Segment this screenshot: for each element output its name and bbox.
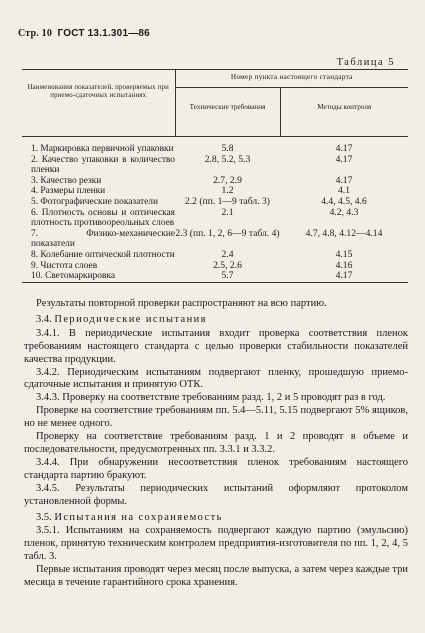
row-name: 2. Качество упаковки в количество пленки [31,154,175,176]
row-requirements: 5.8 [221,143,234,154]
table-row [22,176,408,187]
column-header-methods: Методы контроля [280,88,408,137]
table-row [22,250,408,261]
row-name: 6. Плотность основы и оптическая плотность противоореольных слоев [31,207,175,229]
section-title: Испытания на сохраняемость [54,511,223,523]
row-name: 1. Маркировка первичной упаковки [31,144,174,154]
paragraph: 3.4.2. Периодическим испытаниям подвергают пленку, прошедшую приемо-сдаточные испытания и принятую ОТК. [24,366,408,391]
table-row [22,155,408,176]
row-requirements: 2.3 (пп. 1, 2, 6—9 табл. 4) [175,227,280,239]
section-number: 3.5. [36,511,52,523]
table-row [22,144,408,155]
row-name: 9. Чистота слоев [31,260,98,271]
row-requirements: 2.1 [221,206,234,218]
row-methods: 4.17 [335,174,353,186]
row-name: 4. Размеры пленки [31,186,106,197]
section-number: 3.4. [36,313,52,325]
body-text [24,298,408,590]
row-requirements: 1.2 [221,185,234,197]
table-5 [22,69,408,283]
row-methods: 4.15 [335,248,353,260]
column-header-requirements: Технические требования [175,88,280,137]
row-requirements: 2.4 [221,248,234,260]
row-methods: 4.17 [280,271,408,282]
paragraph: 3.4.1. В периодические испытания входит проверка соответствия пленок требованиям настоящего стандарта с целью проверки стабильности показателей качества продукции. [24,327,408,365]
row-methods: 4.1 [338,185,350,197]
row-methods: 4.2, 4.3 [329,206,359,218]
section-heading-3-5 [24,512,408,525]
paragraph: 3.4.3. Проверку на соответствие требованиям разд. 1, 2 и 5 проводят раз в год. [36,392,386,404]
gost-designation: ГОСТ 13.1.301—86 [57,28,150,39]
row-name: 7. Физико-механические показатели [31,228,175,250]
paragraph: 3.5.1. Испытаниям на сохраняемость подвергают каждую партию (эмульсию) пленок, принятую техническим контролем предприятия-изготовителя по пп. 1, 2, 4, 5 табл. 3. [24,525,408,563]
row-methods: 4.17 [335,153,353,165]
table-row [22,208,408,229]
table-row [22,197,408,208]
section-title: Периодические испытания [54,313,207,325]
row-methods: 4.4, 4.5, 4.6 [321,195,367,207]
section-heading-3-4 [24,314,408,327]
table-row [22,229,408,250]
table-label: Таблица 5 [336,57,395,68]
row-name: 5. Фотографические показатели [31,196,158,207]
row-methods: 4.17 [335,143,353,154]
row-requirements: 2.2 (пп. 1—9 табл. 3) [184,195,271,207]
row-methods: 4.7, 4.8, 4.12—4.14 [305,227,383,239]
table-row [22,271,408,282]
paragraph: 3.4.4. При обнаружении несоответствия пленок требованиям настоящего стандарта партию бракуют. [24,456,408,481]
paragraph: Проверке на соответствие требованиям пп. 5.4—5.11, 5.15 подвергают 5% ящиков, но не менее одного. [24,405,408,430]
page-header [18,28,150,39]
row-requirements: 5.7 [175,271,280,282]
paragraph: Результаты повторной проверки распространяют на всю партию. [36,298,327,309]
row-requirements: 2.8, 5.2, 5.3 [204,153,251,165]
column-header-group: Номер пункта настоящего стандарта [175,70,408,88]
paragraph: 3.4.5. Результаты периодических испытаний оформляют протоколом установленной формы. [24,482,408,507]
row-name: 3. Качество резки [31,175,102,186]
column-header-name: Наименования показателей, проверяемых при приемо-сдаточных испытаниях [22,70,175,137]
paragraph: Первые испытания проводят через месяц после выпуска, а затем через каждые три месяца в течение гарантийного срока хранения. [24,564,408,589]
paragraph: Проверку на соответствие требованиям разд. 1 и 2 проводят в объеме и последовательности, предусмотренных пп. 3.3.1 и 3.3.2. [24,431,408,455]
row-requirements: 2.7, 2.9 [213,174,242,186]
row-name: 8. Колебание оптической плотности [31,249,175,260]
row-name: 10. Светомаркировка [22,271,175,282]
page-number: Стр. 10 [18,28,53,39]
row-requirements: 2.5, 2.6 [213,259,242,271]
row-methods: 4.16 [335,259,353,271]
